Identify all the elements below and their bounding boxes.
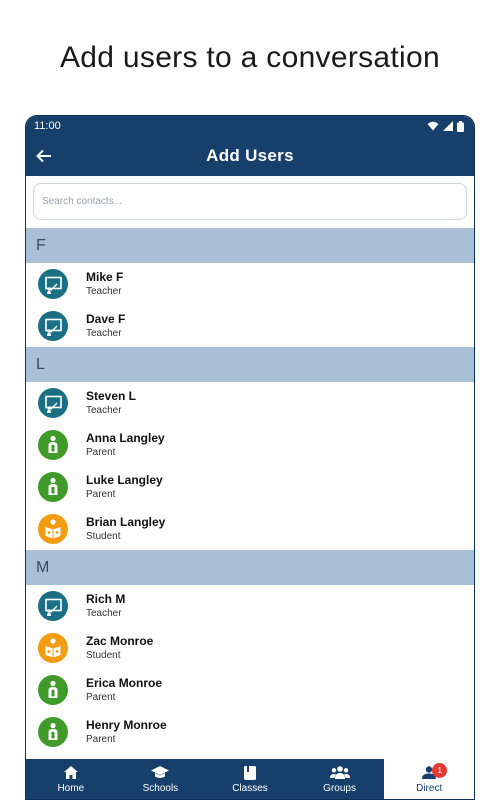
nav-home-label: Home bbox=[57, 782, 85, 794]
contact-text bbox=[86, 676, 162, 705]
contact-name: Henry Monroe bbox=[86, 717, 167, 732]
contact-name: Anna Langley bbox=[86, 430, 165, 445]
cell-signal-icon bbox=[443, 121, 453, 131]
contact-row[interactable] bbox=[26, 305, 474, 347]
contact-row[interactable] bbox=[26, 466, 474, 508]
contact-text bbox=[86, 634, 153, 663]
bottom-navigation bbox=[26, 759, 474, 799]
teacher-icon bbox=[38, 388, 68, 418]
status-bar bbox=[26, 116, 474, 136]
contact-role: Teacher bbox=[86, 327, 122, 339]
contact-role: Parent bbox=[86, 691, 116, 703]
nav-classes-label: Classes bbox=[232, 782, 268, 794]
status-icons bbox=[427, 121, 464, 132]
groups-icon bbox=[330, 765, 350, 781]
back-arrow-icon[interactable] bbox=[32, 144, 56, 168]
nav-direct-label: Direct bbox=[416, 782, 443, 794]
nav-schools[interactable] bbox=[116, 759, 206, 799]
nav-groups-label: Groups bbox=[323, 782, 356, 794]
contact-text bbox=[86, 515, 165, 544]
contact-name: Mike F bbox=[86, 269, 124, 284]
contact-name: Zac Monroe bbox=[86, 633, 154, 648]
graduation-cap-icon bbox=[151, 765, 169, 781]
student-icon bbox=[38, 514, 68, 544]
contact-text bbox=[86, 592, 125, 621]
page-title: Add Users bbox=[206, 146, 294, 165]
parent-icon bbox=[38, 675, 68, 705]
status-time: 11:00 bbox=[34, 120, 61, 132]
notification-badge: 1 bbox=[432, 763, 447, 778]
phone-screen bbox=[25, 115, 475, 800]
teacher-icon bbox=[38, 591, 68, 621]
parent-icon bbox=[38, 472, 68, 502]
contact-row[interactable] bbox=[26, 627, 474, 669]
contact-text bbox=[86, 270, 123, 299]
contact-role: Student bbox=[86, 649, 121, 661]
teacher-icon bbox=[38, 311, 68, 341]
contact-row[interactable] bbox=[26, 585, 474, 627]
screenshot-caption: Add users to a conversation bbox=[60, 40, 440, 74]
teacher-icon bbox=[38, 269, 68, 299]
app-bar bbox=[26, 136, 474, 176]
battery-icon bbox=[457, 121, 464, 132]
contact-name: Dave F bbox=[86, 311, 126, 326]
wifi-icon bbox=[427, 121, 439, 131]
contact-role: Parent bbox=[86, 446, 116, 458]
contact-text bbox=[86, 473, 163, 502]
contact-name: Erica Monroe bbox=[86, 675, 163, 690]
nav-classes[interactable] bbox=[205, 759, 295, 799]
contact-row[interactable] bbox=[26, 711, 474, 753]
contact-role: Parent bbox=[86, 488, 116, 500]
home-icon bbox=[64, 765, 78, 781]
contact-row[interactable] bbox=[26, 424, 474, 466]
nav-schools-label: Schools bbox=[142, 782, 179, 794]
contact-name: Brian Langley bbox=[86, 514, 166, 529]
contact-role: Parent bbox=[86, 733, 116, 745]
contact-text bbox=[86, 389, 136, 418]
contact-row[interactable] bbox=[26, 508, 474, 550]
search-container bbox=[26, 176, 474, 228]
contact-list[interactable] bbox=[26, 228, 474, 759]
search-input[interactable] bbox=[33, 183, 467, 220]
nav-groups[interactable] bbox=[295, 759, 385, 799]
contact-row[interactable] bbox=[26, 263, 474, 305]
section-header: L bbox=[26, 347, 474, 382]
parent-icon bbox=[38, 717, 68, 747]
section-header: M bbox=[26, 550, 474, 585]
contact-text bbox=[86, 431, 165, 460]
contact-name: Steven L bbox=[86, 388, 137, 403]
contact-role: Teacher bbox=[86, 404, 122, 416]
contact-text bbox=[86, 718, 167, 747]
student-icon bbox=[38, 633, 68, 663]
parent-icon bbox=[38, 430, 68, 460]
contact-role: Teacher bbox=[86, 607, 122, 619]
section-header: F bbox=[26, 228, 474, 263]
contact-row[interactable] bbox=[26, 669, 474, 711]
contact-row[interactable] bbox=[26, 382, 474, 424]
contact-name: Luke Langley bbox=[86, 472, 163, 487]
nav-home[interactable] bbox=[26, 759, 116, 799]
book-icon bbox=[244, 765, 256, 781]
contact-name: Rich M bbox=[86, 591, 126, 606]
contact-role: Student bbox=[86, 530, 121, 542]
contact-text bbox=[86, 312, 125, 341]
contact-role: Teacher bbox=[86, 285, 122, 297]
nav-direct[interactable] bbox=[384, 759, 474, 799]
